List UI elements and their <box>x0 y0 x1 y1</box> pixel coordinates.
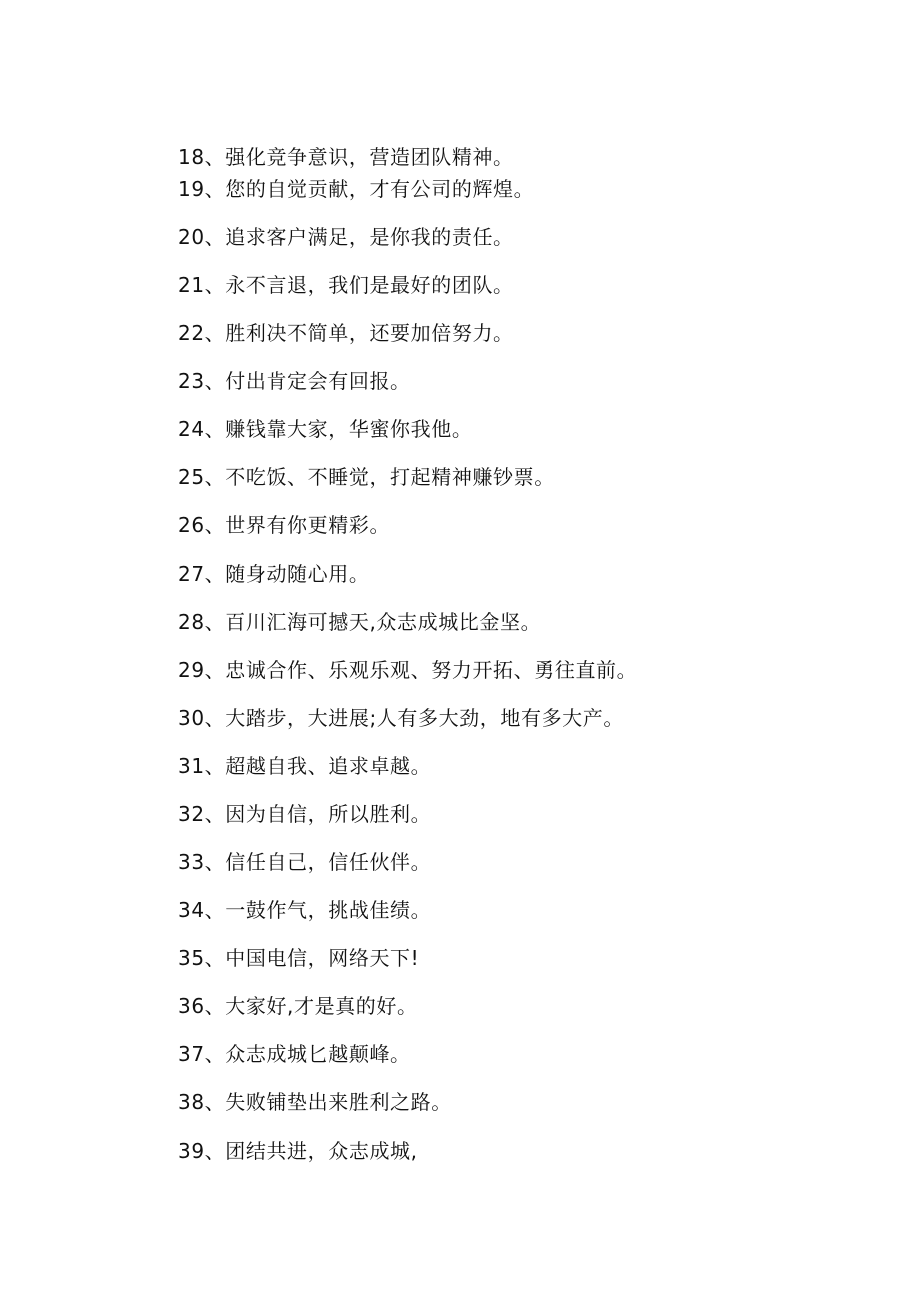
list-item: 19、您的自觉贡献，才有公司的辉煌。 <box>178 177 535 201</box>
list-item: 30、大踏步，大进展;人有多大劲，地有多大产。 <box>178 706 624 730</box>
list-item: 24、赚钱靠大家，华蜜你我他。 <box>178 417 473 441</box>
list-item: 33、信任自己，信任伙伴。 <box>178 850 432 874</box>
slogan-list <box>178 0 878 1301</box>
list-item: 32、因为自信，所以胜利。 <box>178 802 432 826</box>
list-item: 27、随身动随心用。 <box>178 562 370 586</box>
list-item: 22、胜利决不简单，还要加倍努力。 <box>178 321 514 345</box>
list-item: 37、众志成城匕越颠峰。 <box>178 1042 411 1066</box>
list-item: 26、世界有你更精彩。 <box>178 513 391 537</box>
list-item: 18、强化竞争意识，营造团队精神。 <box>178 145 514 169</box>
list-item: 35、中国电信，网络天下! <box>178 946 420 970</box>
list-item: 21、永不言退，我们是最好的团队。 <box>178 273 514 297</box>
list-item: 38、失败铺垫出来胜利之路。 <box>178 1090 452 1114</box>
list-item: 31、超越自我、追求卓越。 <box>178 754 432 778</box>
list-item: 34、一鼓作气，挑战佳绩。 <box>178 898 432 922</box>
list-item: 36、大家好,才是真的好。 <box>178 994 418 1018</box>
list-item: 39、团结共进，众志成城, <box>178 1139 418 1163</box>
list-item: 25、不吃饭、不睡觉，打起精神赚钞票。 <box>178 465 555 489</box>
list-item: 29、忠诚合作、乐观乐观、努力开拓、勇往直前。 <box>178 658 638 682</box>
list-item: 20、追求客户满足，是你我的责任。 <box>178 225 514 249</box>
list-item: 28、百川汇海可撼天,众志成城比金坚。 <box>178 610 542 634</box>
list-item: 23、付出肯定会有回报。 <box>178 369 411 393</box>
